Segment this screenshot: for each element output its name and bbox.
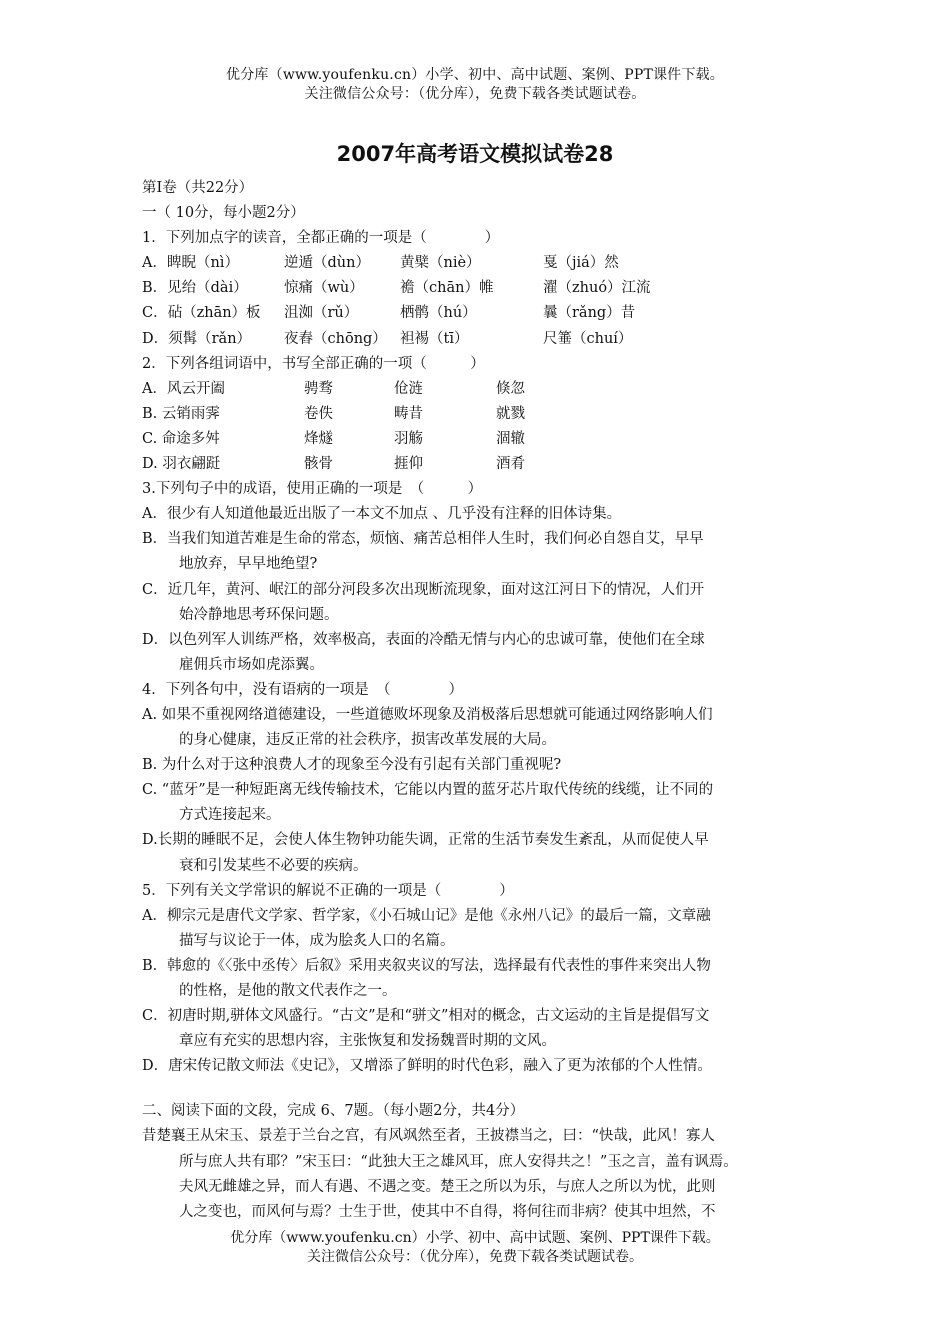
q1-option-a xyxy=(142,251,822,276)
q1-a-1: A．睥睨（nì） xyxy=(142,255,239,272)
q1-d-2: 夜舂（chōng） xyxy=(284,330,387,347)
q2-a-4: 倏忽 xyxy=(496,380,525,397)
q2-b-4: 就戮 xyxy=(496,405,525,422)
q2-c-2: 烽燧 xyxy=(304,430,333,447)
q2-d-3: 捱仰 xyxy=(394,456,423,473)
q1-d-4: 尺箠（chuí） xyxy=(543,330,633,347)
q1-d-3: 袒裼（tī） xyxy=(400,330,469,347)
q1-stem: 1．下列加点字的读音，全都正确的一项是（ ） xyxy=(142,230,500,247)
section-two-heading: 二、阅读下面的文段，完成 6、7题。（每小题2分，共4分） xyxy=(142,1103,525,1120)
q2-b-2: 卷佚 xyxy=(304,405,333,422)
q1-d-1: D．须髯（rǎn） xyxy=(142,330,252,347)
q5-option-b: B．韩愈的《〈张中丞传〉后叙》采用夹叙夹议的写法，选择最有代表性的事件来突出人物 xyxy=(142,957,711,974)
q5-option-c-cont: 章应有充实的思想内容，主张恢复和发扬魏晋时期的文风。 xyxy=(179,1033,556,1050)
q2-c-3: 羽觞 xyxy=(394,430,423,447)
q2-a-2: 骋骛 xyxy=(304,380,333,397)
q4-option-c: C. “蓝牙”是一种短距离无线传输技术，它能以内置的蓝牙芯片取代传统的线缆，让不同的 xyxy=(142,782,714,799)
q1-a-2: 逆遁（dùn） xyxy=(284,255,370,272)
footer-line-2: 关注微信公众号：（优分库），免费下载各类试题试卷。 xyxy=(307,1249,643,1265)
q1-c-3: 栖鹘（hú） xyxy=(400,305,477,322)
passage-line-4: 人之变也，而风何与焉？士生于世，使其中不自得，将何往而非病？使其中坦然，不 xyxy=(179,1203,716,1220)
q2-option-c xyxy=(142,427,822,452)
header-line-1: 优分库（www.youfenku.cn）小学、初中、高中试题、案例、PPT课件下载。 xyxy=(226,67,724,83)
q2-stem: 2．下列各组词语中，书写全部正确的一项（ ） xyxy=(142,355,485,372)
q2-d-4: 酒肴 xyxy=(496,456,525,473)
q2-b-3: 畴昔 xyxy=(394,405,423,422)
q2-option-a xyxy=(142,377,822,402)
section-one-heading: 一（ 10分，每小题2分） xyxy=(142,205,305,222)
q5-stem: 5．下列有关文学常识的解说不正确的一项是（ ） xyxy=(142,882,514,899)
q2-option-b xyxy=(142,402,822,427)
q1-b-1: B．见绐（dài） xyxy=(142,280,248,297)
q4-stem: 4．下列各句中，没有语病的一项是 （ ） xyxy=(142,681,463,698)
q5-option-a: A．柳宗元是唐代文学家、哲学家，《小石城山记》是他《永州八记》的最后一篇，文章融 xyxy=(142,907,711,924)
q2-option-d xyxy=(142,452,822,477)
q4-option-a: A. 如果不重视网络道德建设，一些道德败坏现象及消极落后思想就可能通过网络影响人们 xyxy=(142,706,713,723)
q4-option-c-cont: 方式连接起来。 xyxy=(179,807,281,824)
q4-option-b: B. 为什么对于这种浪费人才的现象至今没有引起有关部门重视呢? xyxy=(142,757,562,774)
q3-option-a: A．很少有人知道他最近出版了一本文不加点 、几乎没有注释的旧体诗集。 xyxy=(142,506,622,523)
q1-a-3: 黄檗（niè） xyxy=(400,255,481,272)
q5-option-c: C．初唐时期,骈体文风盛行。“古文”是和“骈文”相对的概念，古文运动的主旨是提倡写文 xyxy=(142,1008,710,1025)
q1-a-4: 戛（jiá）然 xyxy=(543,255,619,272)
q5-option-b-cont: 的性格，是他的散文代表作之一。 xyxy=(179,983,397,999)
q4-option-a-cont: 的身心健康，违反正常的社会秩序，损害改革发展的大局。 xyxy=(179,732,556,749)
document-body xyxy=(142,176,822,1225)
header-line-2: 关注微信公众号：（优分库），免费下载各类试题试卷。 xyxy=(304,86,646,102)
q2-b-1: B. 云销雨霁 xyxy=(142,405,220,422)
q1-b-2: 惊痛（wù） xyxy=(284,280,364,297)
q1-option-b xyxy=(142,276,822,301)
q2-c-1: C. 命途多舛 xyxy=(142,430,220,447)
q3-option-b-cont: 地放弃，早早地绝望? xyxy=(179,556,318,573)
q4-option-d-cont: 衰和引发某些不必要的疾病。 xyxy=(179,857,368,874)
q1-c-4: 曩（rǎng）昔 xyxy=(543,305,636,322)
q2-a-1: A．风云开阖 xyxy=(142,380,225,397)
q2-d-1: D. 羽衣翩跹 xyxy=(142,456,221,473)
q5-option-d: D．唐宋传记散文师法《史记》，又增添了鲜明的时代色彩，融入了更为浓郁的个人性情。 xyxy=(142,1058,712,1075)
q3-option-d: D．以色列军人训练严格，效率极高，表面的冷酷无情与内心的忠诚可靠，使他们在全球 xyxy=(142,631,705,648)
q3-option-c-cont: 始冷静地思考环保问题。 xyxy=(179,606,339,623)
passage-line-2: 所与庶人共有耶？”宋玉曰：“此独大王之雄风耳，庶人安得共之！”玉之言，盖有讽焉。 xyxy=(179,1153,738,1170)
q3-option-b: B．当我们知道苦难是生命的常态，烦恼、痛苦总相伴人生时，我们何必自怨自艾，早早 xyxy=(142,531,704,548)
page-title: 2007年高考语文模拟试卷28 xyxy=(336,142,614,166)
q1-b-3: 襜（chān）帷 xyxy=(400,280,494,297)
passage-line-1: 昔楚襄王从宋玉、景差于兰台之宫，有风飒然至者，王披襟当之，曰：“快哉，此风！寡人 xyxy=(142,1128,715,1145)
q1-b-4: 濯（zhuó）江流 xyxy=(543,280,651,297)
footer-line-1: 优分库（www.youfenku.cn）小学、初中、高中试题、案例、PPT课件下载。 xyxy=(230,1230,720,1246)
q4-option-d: D.长期的睡眠不足，会使人体生物钟功能失调，正常的生活节奏发生紊乱，从而促使人早 xyxy=(142,832,709,849)
q1-option-d xyxy=(142,327,822,352)
q2-a-3: 伧涟 xyxy=(394,380,423,397)
q3-stem: 3.下列句子中的成语，使用正确的一项是 （ ） xyxy=(142,481,483,498)
q1-option-c xyxy=(142,301,822,326)
q3-option-d-cont: 雇佣兵市场如虎添翼。 xyxy=(179,656,324,673)
q5-option-a-cont: 描写与议论于一体，成为脍炙人口的名篇。 xyxy=(179,932,455,949)
part-heading: 第Ⅰ卷（共22分） xyxy=(142,180,254,196)
q1-c-2: 沮洳（rǔ） xyxy=(284,305,359,322)
q3-option-c: C．近几年，黄河、岷江的部分河段多次出现断流现象，面对这江河日下的情况，人们开 xyxy=(142,581,705,598)
passage-line-3: 夫风无雌雄之异，而人有遇、不遇之变。楚王之所以为乐，与庶人之所以为忧，此则 xyxy=(179,1178,716,1195)
q2-d-2: 骸骨 xyxy=(304,456,333,473)
q1-c-1: C．砧（zhān）板 xyxy=(142,305,261,322)
q2-c-4: 涸辙 xyxy=(496,430,525,447)
